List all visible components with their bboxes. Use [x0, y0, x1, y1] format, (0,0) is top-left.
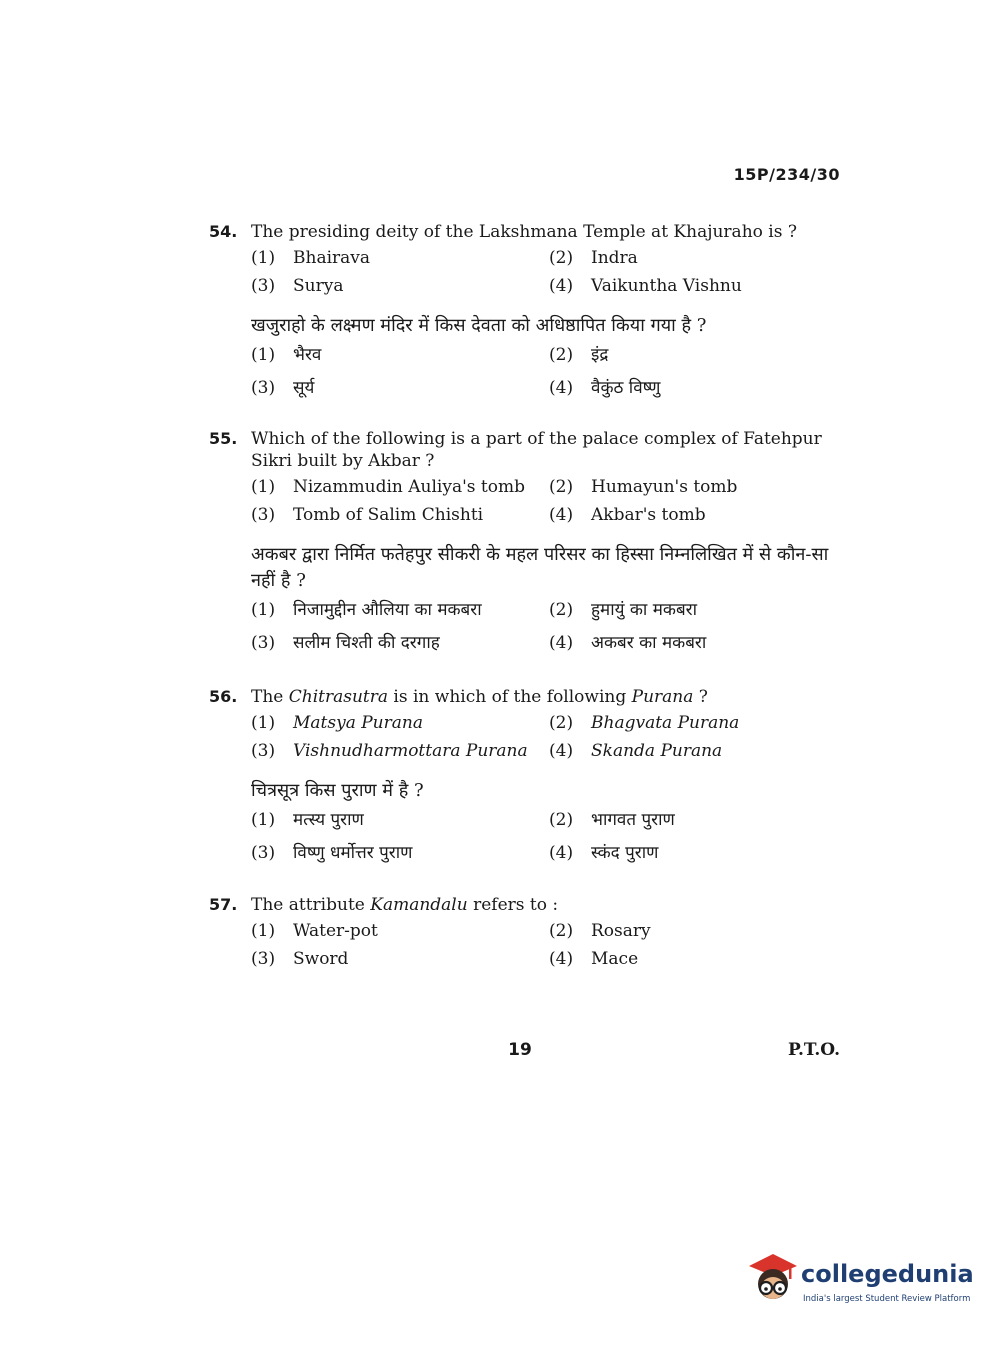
- hindi-option-2: (2) इंद्र: [549, 345, 609, 365]
- page-number: 19: [508, 1040, 532, 1060]
- option-4: (4) Mace: [549, 949, 639, 969]
- option-1: (1) Matsya Purana: [251, 713, 423, 733]
- logo-tagline: India's largest Student Review Platform: [803, 1294, 971, 1304]
- option-1: (1) Nizammudin Auliya's tomb: [251, 477, 525, 497]
- question-number: 57.: [209, 895, 238, 914]
- paper-code: 15P/234/30: [733, 165, 840, 184]
- option-4: (4) Akbar's tomb: [549, 505, 706, 525]
- question-text-hindi: अकबर द्वारा निर्मित फतेहपुर सीकरी के महल परिसर का हिस्सा निम्नलिखित में से कौन-सा नहीं है ?: [251, 544, 829, 591]
- logo-wordmark: collegedunia: [801, 1260, 974, 1288]
- question-54: [209, 221, 849, 405]
- hindi-option-1: (1) निजामुद्दीन औलिया का मकबरा: [251, 600, 482, 620]
- question-number: 55.: [209, 429, 238, 448]
- question-text-hindi: खजुराहो के लक्ष्मण मंदिर में किस देवता को अधिष्ठापित किया गया है ?: [251, 315, 707, 336]
- question-text-english: The presiding deity of the Lakshmana Temple at Khajuraho is ?: [251, 222, 797, 242]
- option-4: (4) Skanda Purana: [549, 741, 723, 761]
- pto-label: P.T.O.: [788, 1040, 840, 1060]
- question-text-english: The attribute Kamandalu refers to :: [251, 895, 559, 915]
- hindi-option-4: (4) वैकुंठ विष्णु: [549, 378, 661, 398]
- option-3: (3) Sword: [251, 949, 349, 969]
- option-1: (1) Water-pot: [251, 921, 378, 941]
- hindi-option-2: (2) भागवत पुराण: [549, 810, 675, 830]
- question-text-english: The Chitrasutra is in which of the following Purana ?: [251, 687, 708, 707]
- option-3: (3) Vishnudharmottara Purana: [251, 741, 528, 761]
- option-2: (2) Indra: [549, 248, 638, 268]
- hindi-option-3: (3) विष्णु धर्मोत्तर पुराण: [251, 843, 413, 863]
- option-4: (4) Vaikuntha Vishnu: [549, 276, 742, 296]
- hindi-option-1: (1) मत्स्य पुराण: [251, 810, 364, 830]
- hindi-option-4: (4) अकबर का मकबरा: [549, 633, 707, 653]
- option-2: (2) Bhagvata Purana: [549, 713, 740, 733]
- question-55: [209, 428, 849, 660]
- question-57: [209, 894, 849, 972]
- collegedunia-logo: [745, 1252, 975, 1312]
- question-56: [209, 686, 849, 870]
- option-2: (2) Humayun's tomb: [549, 477, 738, 497]
- hindi-option-3: (3) सलीम चिश्ती की दरगाह: [251, 633, 440, 653]
- option-1: (1) Bhairava: [251, 248, 371, 268]
- option-3: (3) Tomb of Salim Chishti: [251, 505, 484, 525]
- hindi-option-2: (2) हुमायुं का मकबरा: [549, 600, 698, 620]
- question-number: 56.: [209, 687, 238, 706]
- question-number: 54.: [209, 222, 238, 241]
- graduate-mascot-icon: [745, 1252, 801, 1312]
- option-3: (3) Surya: [251, 276, 344, 296]
- question-text-english: Which of the following is a part of the palace complex of Fatehpur Sikri built by Akbar ?: [251, 429, 822, 471]
- option-2: (2) Rosary: [549, 921, 651, 941]
- hindi-option-1: (1) भैरव: [251, 345, 322, 365]
- hindi-option-4: (4) स्कंद पुराण: [549, 843, 659, 863]
- question-text-hindi: चित्रसूत्र किस पुराण में है ?: [251, 780, 424, 801]
- hindi-option-3: (3) सूर्य: [251, 378, 315, 398]
